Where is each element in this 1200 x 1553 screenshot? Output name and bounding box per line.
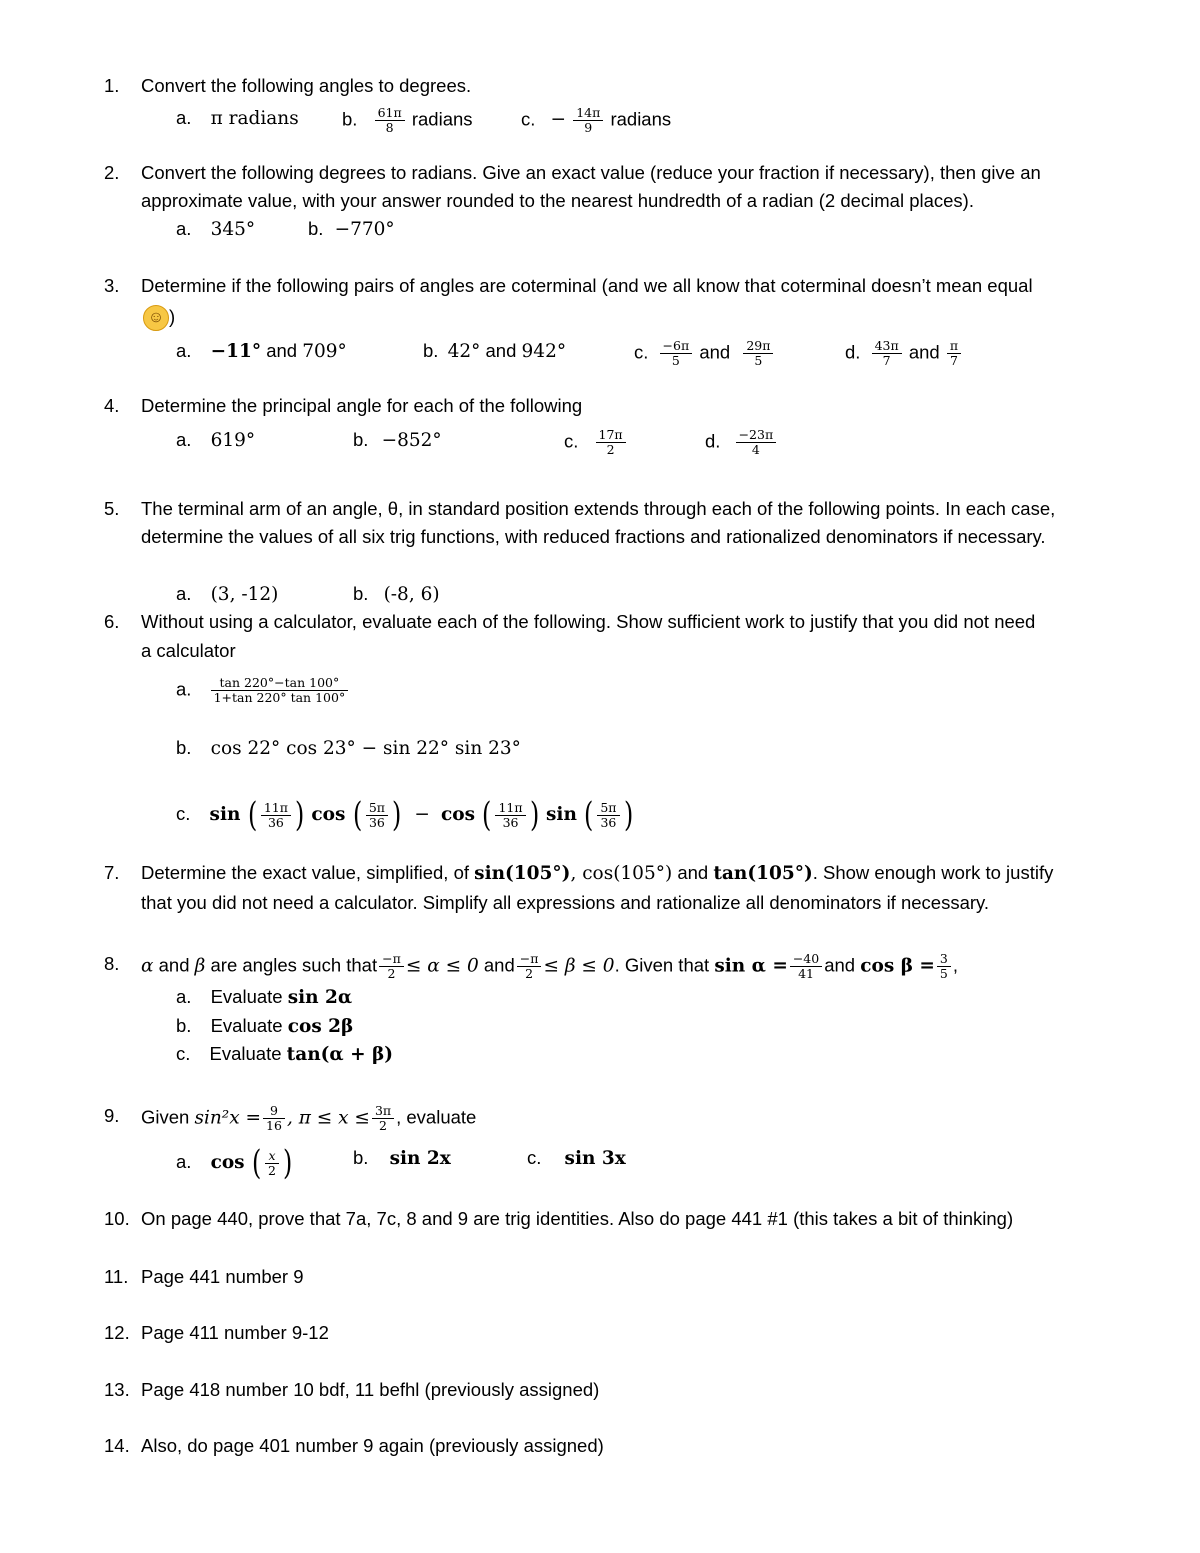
smiley-face-icon: ☺ xyxy=(143,305,169,331)
part-label: c. xyxy=(176,802,191,824)
question-text-line: approximate value, with your answer rounded to the nearest hundredth of a radian (2 decimal places). xyxy=(141,190,974,211)
text-segment: Determine the exact value, simplified, of xyxy=(141,862,470,883)
left-paren: ( xyxy=(247,795,257,835)
and-text: and xyxy=(677,862,709,883)
part-a xyxy=(176,582,278,607)
denominator: 2 xyxy=(268,1162,276,1178)
left-paren: ( xyxy=(584,795,594,835)
right-paren: ) xyxy=(623,795,633,835)
part-b xyxy=(176,1014,353,1039)
part-label: b. xyxy=(176,737,192,758)
denominator: 36 xyxy=(600,814,617,830)
inequality: , π ≤ x ≤ xyxy=(286,1107,370,1129)
tan-expression: tan(105°) xyxy=(713,863,813,884)
part-label: a. xyxy=(176,340,192,361)
beta-symbol: β xyxy=(194,955,206,977)
part-text: Evaluate xyxy=(210,1015,283,1036)
denominator: 1+tan 220° tan 100° xyxy=(213,690,346,705)
part-c xyxy=(521,106,671,135)
part-label: d. xyxy=(845,341,861,363)
fraction xyxy=(261,801,291,830)
numerator: −23π xyxy=(736,428,777,443)
fraction xyxy=(872,339,902,368)
numerator: 43π xyxy=(872,339,902,354)
and-text: and xyxy=(266,340,298,361)
question-number: 7. xyxy=(104,862,120,883)
denominator: 2 xyxy=(525,966,534,981)
inequality: ≤ α ≤ 0 xyxy=(405,955,479,977)
and-text: and xyxy=(699,341,731,363)
left-paren: ( xyxy=(352,795,362,835)
denominator: 2 xyxy=(387,966,396,981)
denominator: 36 xyxy=(502,814,519,830)
question-text-line: Convert the following degrees to radians. Give an exact value (reduce your fraction if necessary), then give an xyxy=(141,162,1041,183)
part-a xyxy=(176,1143,294,1183)
point-coordinates: (-8, 6) xyxy=(383,584,440,605)
part-a xyxy=(176,428,255,453)
text-segment: . Given that xyxy=(614,954,710,976)
fraction xyxy=(375,106,405,135)
fraction xyxy=(372,1104,394,1133)
numerator: −6π xyxy=(660,339,693,354)
part-c xyxy=(634,339,775,368)
comma: , xyxy=(952,954,959,976)
question-text-line: On page 440, prove that 7a, 7c, 8 and 9 are trig identities. Also do page 441 #1 (this takes a bit of thinking) xyxy=(141,1208,1014,1229)
angle-expression: −852° xyxy=(381,430,442,451)
sin-alpha-expression: sin α = xyxy=(714,955,788,977)
fraction xyxy=(265,1149,279,1178)
minus-sign: − xyxy=(550,109,567,131)
fraction xyxy=(790,952,822,981)
and-text: and xyxy=(483,954,515,976)
right-paren: ) xyxy=(294,795,305,835)
part-b xyxy=(176,736,521,761)
angle-expression: 709° xyxy=(302,341,347,362)
question-number: 10. xyxy=(104,1208,130,1229)
part-b xyxy=(342,106,473,135)
part-d xyxy=(705,428,778,457)
trig-expression: cos 2β xyxy=(287,1016,354,1037)
part-a xyxy=(176,339,347,364)
part-label: c. xyxy=(564,430,579,452)
part-b xyxy=(353,1146,451,1171)
numerator: tan 220°−tan 100° xyxy=(211,676,349,691)
question-text-line: Page 441 number 9 xyxy=(141,1266,304,1287)
numerator: 9 xyxy=(263,1104,285,1119)
question-text-line: that you did not need a calculator. Simplify all expressions and rationalize all denominators if necessary. xyxy=(141,892,990,913)
fraction xyxy=(495,801,525,830)
part-label: b. xyxy=(342,108,358,130)
question-text-line xyxy=(141,952,958,981)
and-text: and xyxy=(908,341,940,363)
fraction xyxy=(263,1104,285,1133)
part-c xyxy=(176,795,635,835)
alpha-symbol: α xyxy=(141,955,154,977)
angle-expression: −11° xyxy=(210,341,262,362)
trig-expression: cos 22° cos 23° − sin 22° sin 23° xyxy=(210,738,521,759)
question-text-line: a calculator xyxy=(141,640,236,661)
part-label: b. xyxy=(308,218,324,239)
question-number: 1. xyxy=(104,75,120,96)
fraction xyxy=(597,801,619,830)
part-b xyxy=(353,582,440,607)
numerator: −π xyxy=(379,952,404,967)
numerator: 5π xyxy=(366,801,388,816)
closing-paren: ) xyxy=(169,306,176,327)
question-text-line: determine the values of all six trig functions, with reduced fractions and rationalized denominators if necessary. xyxy=(141,526,1046,547)
numerator: 61π xyxy=(375,106,405,121)
part-label: c. xyxy=(527,1147,542,1168)
text-segment: , evaluate xyxy=(396,1106,477,1128)
question-text-line: Also, do page 401 number 9 again (previously assigned) xyxy=(141,1435,604,1456)
sin-squared-expression: sin²x = xyxy=(194,1107,262,1129)
fraction xyxy=(379,952,404,981)
trig-expression: sin 2x xyxy=(389,1148,451,1169)
smiley-line xyxy=(143,305,175,331)
numerator: 11π xyxy=(495,801,525,816)
right-paren: ) xyxy=(391,795,402,835)
part-a xyxy=(176,217,255,242)
numerator: 17π xyxy=(596,428,626,443)
cos-function: cos xyxy=(441,803,476,825)
trig-expression: sin 3x xyxy=(564,1148,626,1169)
question-text-line xyxy=(141,1104,476,1133)
question-number: 14. xyxy=(104,1435,130,1456)
denominator: 5 xyxy=(939,966,948,981)
fraction xyxy=(743,339,773,368)
part-text: Evaluate xyxy=(210,986,283,1007)
question-text-line: Page 411 number 9-12 xyxy=(141,1322,329,1343)
part-c xyxy=(176,1042,393,1067)
part-label: a. xyxy=(176,583,192,604)
inequality: ≤ β ≤ 0 xyxy=(543,955,615,977)
angle-expression: 619° xyxy=(210,430,256,451)
denominator: 36 xyxy=(267,814,284,830)
question-number: 4. xyxy=(104,395,120,416)
unit-text: radians xyxy=(411,108,473,130)
question-number: 5. xyxy=(104,498,120,519)
denominator: 5 xyxy=(671,353,680,368)
question-number: 13. xyxy=(104,1379,130,1400)
denominator: 36 xyxy=(368,814,385,830)
angle-expression: 345° xyxy=(210,219,256,240)
part-a xyxy=(176,985,352,1010)
sin-expression: sin(105°) xyxy=(474,863,571,884)
trig-expression: tan(α + β) xyxy=(286,1044,394,1065)
left-paren: ( xyxy=(482,795,492,835)
cos-beta-expression: cos β = xyxy=(860,955,935,977)
left-paren: ( xyxy=(251,1143,262,1183)
point-coordinates: (3, -12) xyxy=(210,584,279,605)
fraction xyxy=(211,676,349,705)
part-label: c. xyxy=(176,1043,191,1064)
unit-text: radians xyxy=(610,108,672,130)
question-number: 12. xyxy=(104,1322,130,1343)
question-stem: Determine the principal angle for each of the following xyxy=(141,395,583,416)
fraction xyxy=(947,339,961,368)
numerator: x xyxy=(265,1149,279,1164)
text-segment: Given xyxy=(141,1106,190,1128)
denominator: 41 xyxy=(798,966,814,981)
and-text: and xyxy=(158,954,190,976)
part-label: b. xyxy=(353,1147,369,1168)
question-stem: Convert the following angles to degrees. xyxy=(141,75,472,96)
numerator: 3 xyxy=(937,952,951,967)
part-b xyxy=(308,217,395,242)
denominator: 7 xyxy=(882,353,891,368)
fraction xyxy=(573,106,603,135)
denominator: 16 xyxy=(266,1118,282,1133)
numerator: 3π xyxy=(372,1104,394,1119)
sin-function: sin xyxy=(546,803,577,825)
part-label: a. xyxy=(176,678,192,700)
denominator: 9 xyxy=(584,120,593,135)
part-c xyxy=(564,428,628,457)
sin-function: sin xyxy=(209,803,241,825)
part-label: d. xyxy=(705,430,721,452)
minus-sign: − xyxy=(414,803,430,825)
part-a xyxy=(176,676,350,705)
question-text-line xyxy=(141,861,1053,886)
part-label: b. xyxy=(423,340,439,361)
angle-expression: −770° xyxy=(334,219,395,240)
denominator: 5 xyxy=(754,353,763,368)
part-label: c. xyxy=(634,341,649,363)
cos-function: cos xyxy=(311,803,346,825)
fraction xyxy=(660,339,693,368)
numerator: −40 xyxy=(790,952,822,967)
question-number: 8. xyxy=(104,953,120,974)
fraction xyxy=(736,428,777,457)
question-number: 6. xyxy=(104,611,120,632)
part-label: b. xyxy=(353,429,369,450)
part-text: Evaluate xyxy=(209,1043,282,1064)
cos-expression: , cos(105°) xyxy=(570,863,673,884)
question-number: 3. xyxy=(104,275,120,296)
question-number: 9. xyxy=(104,1105,120,1126)
angle-expression: 42° xyxy=(447,341,481,362)
angle-expression: 942° xyxy=(521,341,567,362)
denominator: 2 xyxy=(379,1118,387,1133)
numerator: π xyxy=(947,339,961,354)
and-text: and xyxy=(485,340,517,361)
part-d xyxy=(845,339,963,368)
question-text-line: Without using a calculator, evaluate each of the following. Show sufficient work to justify that you did not need xyxy=(141,611,1036,632)
fraction xyxy=(366,801,388,830)
numerator: 11π xyxy=(261,801,291,816)
part-b xyxy=(353,428,442,453)
part-label: a. xyxy=(176,107,192,128)
part-label: b. xyxy=(353,583,369,604)
part-label: c. xyxy=(521,108,536,130)
denominator: 7 xyxy=(949,353,958,368)
numerator: 5π xyxy=(597,801,619,816)
right-paren: ) xyxy=(529,795,539,835)
fraction xyxy=(596,428,626,457)
denominator: 4 xyxy=(751,442,760,457)
denominator: 8 xyxy=(385,120,394,135)
text-segment: . Show enough work to justify xyxy=(812,862,1054,883)
part-label: a. xyxy=(176,218,192,239)
question-text-line: The terminal arm of an angle, θ, in standard position extends through each of the following points. In each case, xyxy=(141,498,1056,519)
part-b xyxy=(423,339,566,364)
denominator: 2 xyxy=(606,442,615,457)
angle-expression: π radians xyxy=(210,108,299,129)
part-label: a. xyxy=(176,986,192,1007)
part-label: b. xyxy=(176,1015,192,1036)
question-number: 2. xyxy=(104,162,120,183)
fraction xyxy=(937,952,951,981)
text-segment: are angles such that xyxy=(210,954,378,976)
part-a xyxy=(176,106,299,131)
part-label: a. xyxy=(176,1150,192,1172)
cos-function: cos xyxy=(210,1151,245,1173)
numerator: 14π xyxy=(573,106,603,121)
fraction xyxy=(517,952,542,981)
question-number: 11. xyxy=(104,1266,129,1287)
part-c xyxy=(527,1146,626,1171)
question-text-line: Determine if the following pairs of angles are coterminal (and we all know that coterminal doesn’t mean equal xyxy=(141,275,1033,296)
numerator: 29π xyxy=(743,339,773,354)
question-text-line: Page 418 number 10 bdf, 11 befhl (previously assigned) xyxy=(141,1379,600,1400)
and-text: and xyxy=(824,954,856,976)
numerator: −π xyxy=(517,952,542,967)
right-paren: ) xyxy=(282,1143,293,1183)
trig-expression: sin 2α xyxy=(287,987,353,1008)
part-label: a. xyxy=(176,429,192,450)
